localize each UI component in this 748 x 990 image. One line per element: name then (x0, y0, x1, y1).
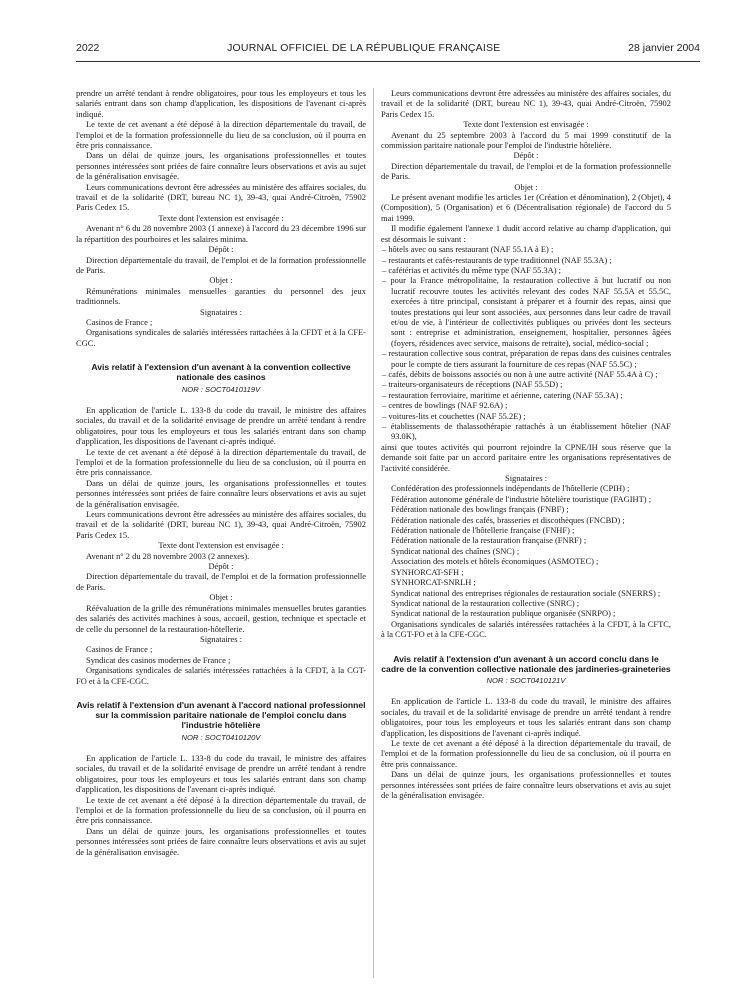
paragraph: Le texte de cet avenant a été déposé à la direction départementale du travail, de l'emploi et de la formation professionnelle du lieu de sa conclusion, où il pourra en être pris connaissance. (76, 446, 366, 478)
list-item: – cafés, débits de boissons associés ou non à une autre activité (NAF 55.4A à C) ; (381, 369, 671, 379)
section-label: Dépôt : (513, 150, 539, 161)
paragraph: Avenant n° 6 du 28 novembre 2003 (1 annexe) à l'accord du 23 décembre 1996 sur la répartition des pourboires et les salaires minima. (76, 223, 366, 244)
section-label: Signataires : (505, 473, 547, 484)
paragraph: Le texte de cet avenant a été déposé à la direction départementale du travail, de l'emploi et de la formation professionnelle du lieu de sa conclusion, où il pourra en être pris connaissance. (76, 119, 366, 151)
paragraph: Le présent avenant modifie les articles 1er (Création et dénomination), 2 (Objet), 4 (Composition), 5 (Organisation) et 6 (Décentralisation régionale) de l'accord du 5 mai 1999. (381, 192, 671, 223)
list-item: – restaurants et cafés-restaurants de type traditionnel (NAF 55.3A) ; (381, 255, 671, 265)
section-label: Signataires : (200, 633, 242, 644)
list-item: – restauration ferroviaire, maritime et aérienne, catering (NAF 55.3A) ; (381, 390, 671, 400)
paragraph: Dans un délai de quinze jours, les organisations professionnelles et toutes personnes intéressées sont priées de faire connaître leurs observations et avis au sujet de la généralisation envisagée. (76, 150, 366, 182)
section-label: Texte dont l'extension est envisagée : (158, 540, 284, 551)
paragraph: Organisations syndicales de salariés intéressées rattachées à la CFDT et à la CFE-CGC. (76, 327, 366, 348)
paragraph: Avenant du 25 septembre 2003 à l'accord du 5 mai 1999 constitutif de la commission paritaire nationale pour l'emploi de l'industrie hôtelière. (381, 129, 671, 151)
list-item: – centres de bowlings (NAF 92.6A) ; (381, 400, 671, 410)
paragraph: prendre un arrêté tendant à rendre obligatoires, pour tous les employeurs et tous les salariés entrant dans son champ d'application, les dispositions de l'avenant ci-après indiqué. (76, 88, 366, 119)
signatory: SYNHORCAT-SNRLH ; (391, 577, 476, 588)
signatory: Fédération nationale de la restauration française (FNRF) ; (391, 535, 587, 546)
notice-title: Avis relatif à l'extension d'un avenant à l'accord national professionnel sur la commission paritaire nationale de l'emploi conclu dans l'industrie hôtelière (76, 699, 366, 731)
list-item: – cafétérias et activités du même type (NAF 55.3A) ; (381, 265, 671, 275)
list-item: – voitures-lits et couchettes (NAF 55.2E) ; (381, 411, 671, 421)
paragraph: Direction départementale du travail, de l'emploi et de la formation professionnelle de Paris. (76, 571, 366, 592)
signatory: Fédération nationale des bowlings français (FNBF) ; (391, 504, 569, 515)
paragraph: Leurs communications devront être adressées au ministère des affaires sociales, du travail et de la solidarité (DRT, bureau NC 1), 39-43, quai André-Citroën, 75902 Paris Cedex 15. (381, 88, 671, 119)
paragraph: Direction départementale du travail, de l'emploi et de la formation professionnelle de Paris. (381, 160, 671, 182)
paragraph: En application de l'article L. 133-8 du code du travail, le ministre des affaires sociales, du travail et de la solidarité envisage de prendre un arrêté tendant à rendre obligatoires, pour tous les employeurs et tous les salariés entrant dans son champ d'application, les dispositions de l'avenant ci-après indiqué. (76, 404, 366, 447)
signatory: Fédération autonome générale de l'industrie hôtelière touristique (FAGIHT) ; (391, 493, 652, 504)
paragraph: Dans un délai de quinze jours, les organisations professionnelles et toutes personnes intéressées sont priées de faire connaître leurs observations et avis au sujet de la généralisation envisagée. (76, 825, 366, 857)
section-label: Texte dont l'extension est envisagée : (158, 212, 284, 223)
nor-reference: NOR : SOCT0410119V (181, 384, 261, 394)
notice-title: Avis relatif à l'extension d'un avenant à un accord conclu dans le cadre de la convention collective nationale des jardineries-graineteries (381, 653, 671, 674)
paragraph: En application de l'article L. 133-8 du code du travail, le ministre des affaires sociales, du travail et de la solidarité envisage de prendre un arrêté tendant à rendre obligatoires, pour tous les employeurs et tous les salariés entrant dans son champ d'application, les dispositions de l'avenant ci-après indiqué. (76, 752, 366, 795)
section-label: Dépôt : (208, 561, 234, 572)
section-label: Objet : (209, 275, 233, 286)
signatory: Association des motels et hôtels économiques (ASMOTEC) ; (391, 556, 599, 567)
signatory: Syndicat national des entreprises régionales de restauration sociale (SNERRS) ; (391, 587, 661, 598)
paragraph: Direction départementale du travail, de l'emploi et de la formation professionnelle de Paris. (76, 254, 366, 275)
paragraph: Casinos de France ; (86, 644, 153, 655)
paragraph: Leurs communications devront être adressées au ministère des affaires sociales, du travail et de la solidarité (DRT, bureau NC 1), 39-43, quai André-Citroën, 75902 Paris Cedex 15. (76, 181, 366, 213)
paragraph: Organisations syndicales de salariés intéressées rattachées à la CFDT, à la CGT-FO et à la CFE-CGC. (76, 665, 366, 686)
right-column (381, 88, 671, 983)
signatory: Fédération nationale de l'hôtellerie française (FNHF) ; (391, 525, 575, 536)
paragraph: Avenant n° 2 du 28 novembre 2003 (2 annexes). (86, 550, 250, 561)
signatory: Organisations syndicales de salariés intéressées rattachées à la CFDT, à la CFTC, à la CGT-FO et à la CFE-CGC. (381, 618, 671, 640)
list-item: – établissements de thalassothérapie rattachés à un établissement hôtelier (NAF 93.0K), (381, 421, 671, 442)
notice-title: Avis relatif à l'extension d'un avenant à la convention collective nationale des casinos (91, 362, 351, 383)
list-item: – pour la France métropolitaine, la restauration collective à but lucratif ou non lucratif recouvre toutes les activités relevant des codes NAF 55.5A et 55.5C, exercées à titre principal, consistant à préparer et à fournir des repas, ainsi que toutes prestations qui leur sont associées, aux personnes dans leur cadre de travail et/ou de vie, à l'intérieur de collectivités publiques ou privées dont les secteurs sont : entreprise et administration, enseignement, hospitalier, personnes âgées (foyers, résidences avec service, maisons de retraite), social, médico-social ; (381, 275, 671, 348)
section-label: Objet : (209, 592, 233, 603)
list-item: – restauration collective sous contrat, préparation de repas dans des cuisines centrales pour le compte de tiers assurant la fourniture de ces repas (NAF 55.5C) ; (381, 348, 671, 369)
signatory: SYNHORCAT-SFH ; (391, 566, 464, 577)
signatory: Syndicat national de la restauration collective (SNRC) ; (391, 597, 580, 608)
signatory: Confédération des professionnels indépendants de l'hôtellerie (CPIH) ; (391, 483, 630, 494)
page-number: 2022 (76, 42, 100, 54)
paragraph: Dans un délai de quinze jours, les organisations professionnelles et toutes personnes intéressées sont priées de faire connaître leurs observations et avis au sujet de la généralisation envisagée. (76, 477, 366, 509)
section-label: Objet : (514, 181, 538, 192)
list-item: – traiteurs-organisateurs de réceptions (NAF 55.5D) ; (381, 379, 671, 389)
section-label: Texte dont l'extension est envisagée : (463, 119, 589, 130)
header-rule (76, 61, 700, 62)
section-label: Dépôt : (208, 244, 234, 255)
paragraph: Réévaluation de la grille des rémunérations minimales mensuelles brutes garanties des salariés des activités machines à sous, accueil, gestion, technique et spectacle et de celle du personnel de la restauration-hôtellerie. (76, 602, 366, 634)
journal-title: JOURNAL OFFICIEL DE LA RÉPUBLIQUE FRANÇAISE (227, 42, 501, 54)
paragraph: Dans un délai de quinze jours, les organisations professionnelles et toutes personnes intéressées sont priées de faire connaître leurs observations et avis au sujet de la généralisation envisagée. (381, 769, 671, 800)
paragraph: Leurs communications devront être adressées au ministère des affaires sociales, du travail et de la solidarité (DRT, bureau NC 1), 39-43, quai André-Citroën, 75902 Paris Cedex 15. (76, 509, 366, 540)
signatory: Syndicat national des chaînes (SNC) ; (391, 545, 520, 556)
column-divider (373, 88, 374, 978)
paragraph: Le texte de cet avenant a été déposé à la direction départementale du travail, de l'emploi et de la formation professionnelle du lieu de sa conclusion, où il pourra en être pris connaissance. (76, 794, 366, 826)
paragraph: Il modifie également l'annexe 1 dudit accord relative au champ d'application, qui est désormais le suivant : (381, 223, 671, 244)
paragraph: Casinos de France ; (86, 316, 153, 327)
paragraph: Rémunérations minimales mensuelles garanties du personnel des jeux traditionnels. (76, 285, 366, 307)
left-column (76, 88, 366, 983)
paragraph: Syndicat des casinos modernes de France ; (86, 654, 231, 665)
list-item: – hôtels avec ou sans restaurant (NAF 55.1A à E) ; (381, 244, 671, 254)
paragraph: Le texte de cet avenant a été déposé à la direction départementale du travail, de l'emploi et de la formation professionnelle du lieu de sa conclusion, où il pourra en être pris connaissance. (381, 737, 671, 769)
section-label: Signataires : (200, 306, 242, 317)
paragraph: En application de l'article L. 133-8 du code du travail, le ministre des affaires sociales, du travail et de la solidarité envisage de prendre un arrêté tendant à rendre obligatoires, pour tous les employeurs et tous les salariés entrant dans son champ d'application, les dispositions de l'avenant ci-après indiqué. (381, 696, 671, 738)
issue-date: 28 janvier 2004 (628, 42, 700, 54)
signatory: Fédération nationale des cafés, brasseries et discothèques (FNCBD) ; (391, 514, 625, 525)
nor-reference: NOR : SOCT0410121V (486, 675, 566, 685)
signatory: Syndicat national de la restauration publique organisée (SNRPO) ; (391, 608, 616, 619)
paragraph: ainsi que toutes activités qui pourront rejoindre la CPNE/IH sous réserve que la demande soit faite par un accord paritaire entre les organisations représentatives de l'activité considérée. (381, 441, 671, 473)
page-header (76, 42, 700, 58)
nor-reference: NOR : SOCT0410120V (181, 732, 261, 742)
